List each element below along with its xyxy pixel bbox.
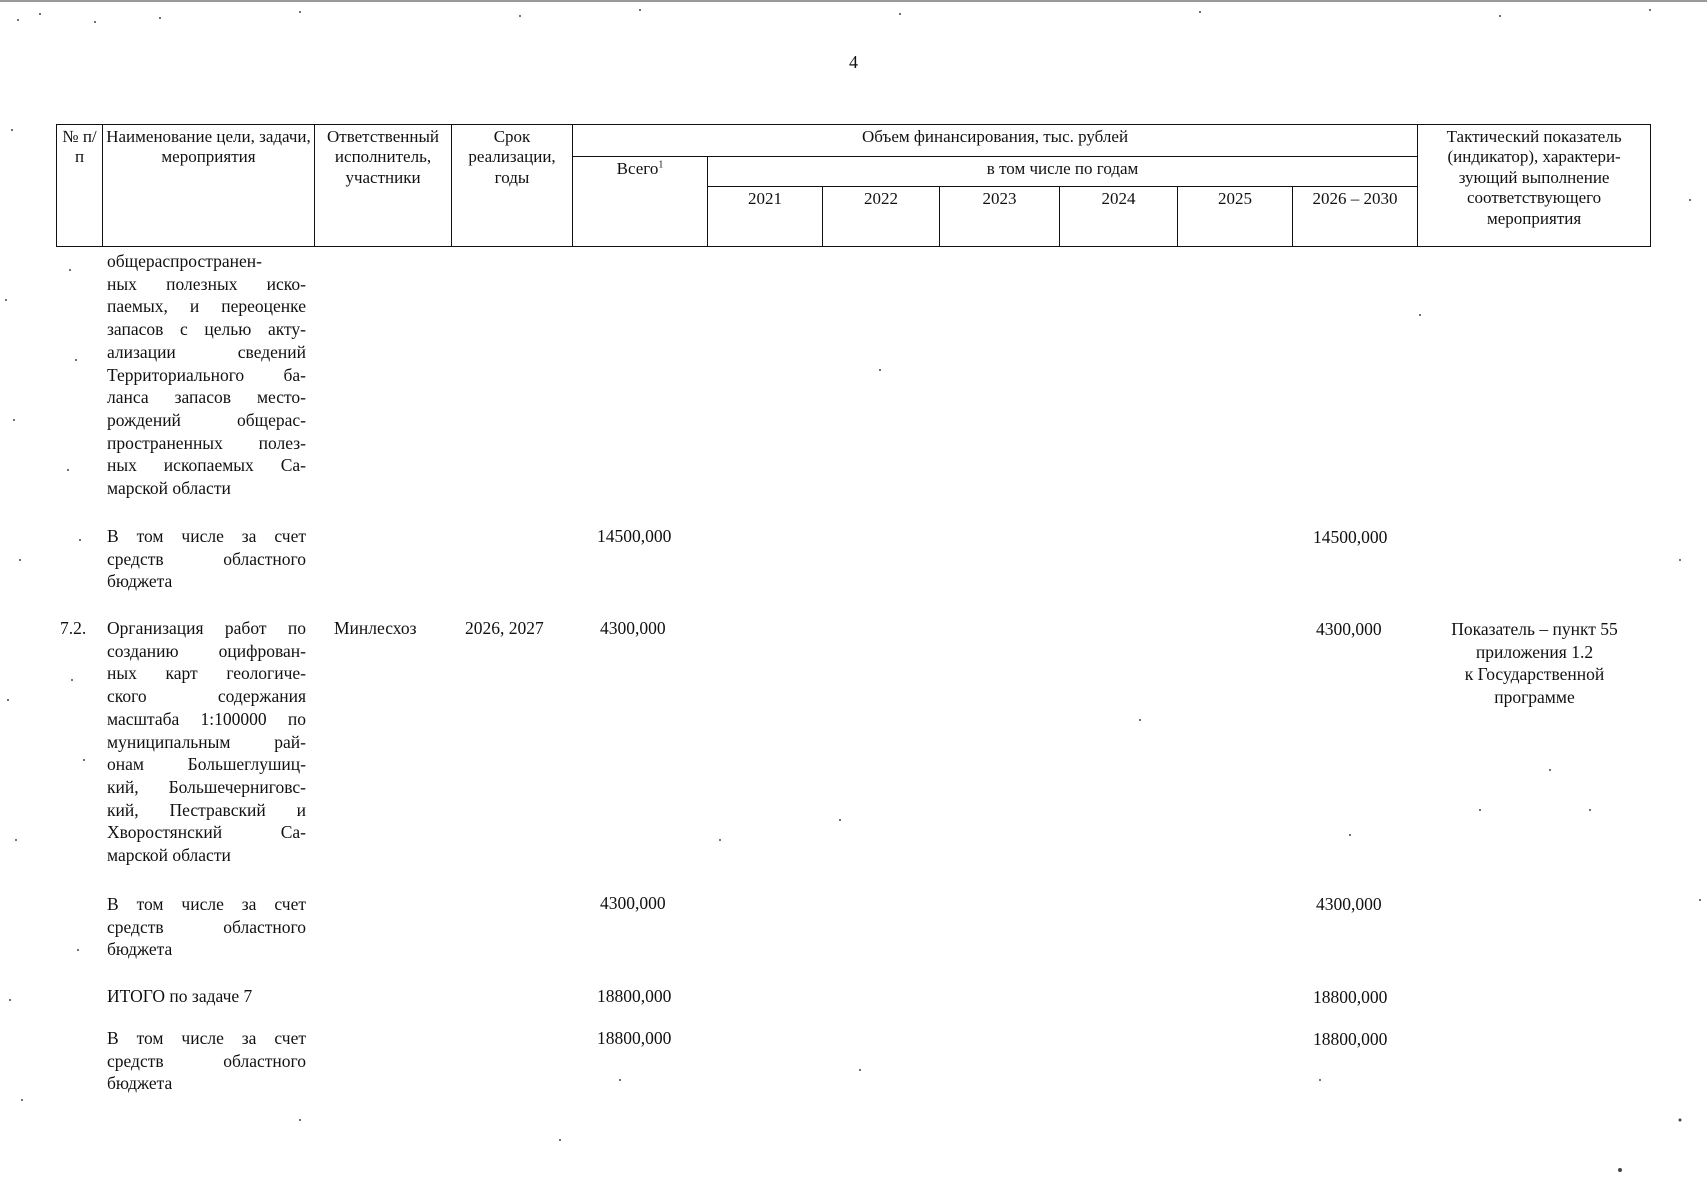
header-year-2022: 2022 bbox=[823, 187, 940, 247]
row-term: 2026, 2027 bbox=[465, 618, 544, 638]
row-number: 7.2. bbox=[60, 618, 87, 638]
row-budget-label: В том числе за счет средств областного бюджета bbox=[107, 526, 306, 592]
row-budget-total: 4300,000 bbox=[600, 893, 666, 913]
page-number: 4 bbox=[849, 52, 858, 72]
row-budget-total: 14500,000 bbox=[597, 526, 672, 546]
header-col-number: № п/п bbox=[57, 125, 103, 247]
row-budget-label: В том числе за счет средств областного бюджета bbox=[107, 894, 306, 960]
header-col-name: Наименование цели, задачи, мероприятия bbox=[103, 125, 315, 247]
header-col-responsible: Ответственный исполнитель, участники bbox=[315, 125, 452, 247]
continuation-text: общераспространен- ных полезных иско- паемых, и переоценке запасов с целью акту- ализации сведений Территориального ба- ланса запасов место- рождений общерас- пространенных полез- ных ископаемых Са- марской области bbox=[107, 251, 306, 499]
task-total-value: 18800,000 bbox=[597, 986, 672, 1006]
header-col-total: Всего$^1$ bbox=[573, 157, 708, 247]
header-year-2026-2030: 2026 – 2030 bbox=[1293, 187, 1418, 247]
header-col-term: Срок реализации, годы bbox=[452, 125, 573, 247]
row-2026-2030: 4300,000 bbox=[1316, 619, 1382, 639]
header-year-2025: 2025 bbox=[1178, 187, 1293, 247]
row-responsible: Минлесхоз bbox=[334, 618, 417, 638]
header-year-2024: 2024 bbox=[1060, 187, 1178, 247]
row-name: Организация работ по созданию оцифрован- ных карт геологиче- ского содержания масштаба 1:100000 по муниципальным рай- онам Большеглушиц- кий, Большечерниговс- кий, Пестравский и Хворостянский Са- марской области bbox=[107, 618, 306, 866]
row-indicator: Показатель – пункт 55 приложения 1.2 к Государственной программе bbox=[1451, 619, 1618, 708]
header-col-indicator: Тактический показатель (индикатор), характери-зующий выполнение соответствующего мероприятия bbox=[1418, 125, 1651, 247]
row-budget-2026-2030: 14500,000 bbox=[1313, 527, 1388, 547]
row-budget-total: 18800,000 bbox=[597, 1028, 672, 1048]
header-col-by-years: в том числе по годам bbox=[708, 157, 1418, 187]
row-budget-label: В том числе за счет средств областного бюджета bbox=[107, 1028, 306, 1094]
row-total: 4300,000 bbox=[600, 618, 666, 638]
header-col-financing: Объем финансирования, тыс. рублей bbox=[573, 125, 1418, 157]
header-year-2023: 2023 bbox=[940, 187, 1060, 247]
row-budget-2026-2030: 4300,000 bbox=[1316, 894, 1382, 914]
task-total-label: ИТОГО по задаче 7 bbox=[107, 986, 253, 1006]
header-year-2021: 2021 bbox=[708, 187, 823, 247]
task-total-2026-2030: 18800,000 bbox=[1313, 987, 1388, 1007]
row-budget-2026-2030: 18800,000 bbox=[1313, 1029, 1388, 1049]
